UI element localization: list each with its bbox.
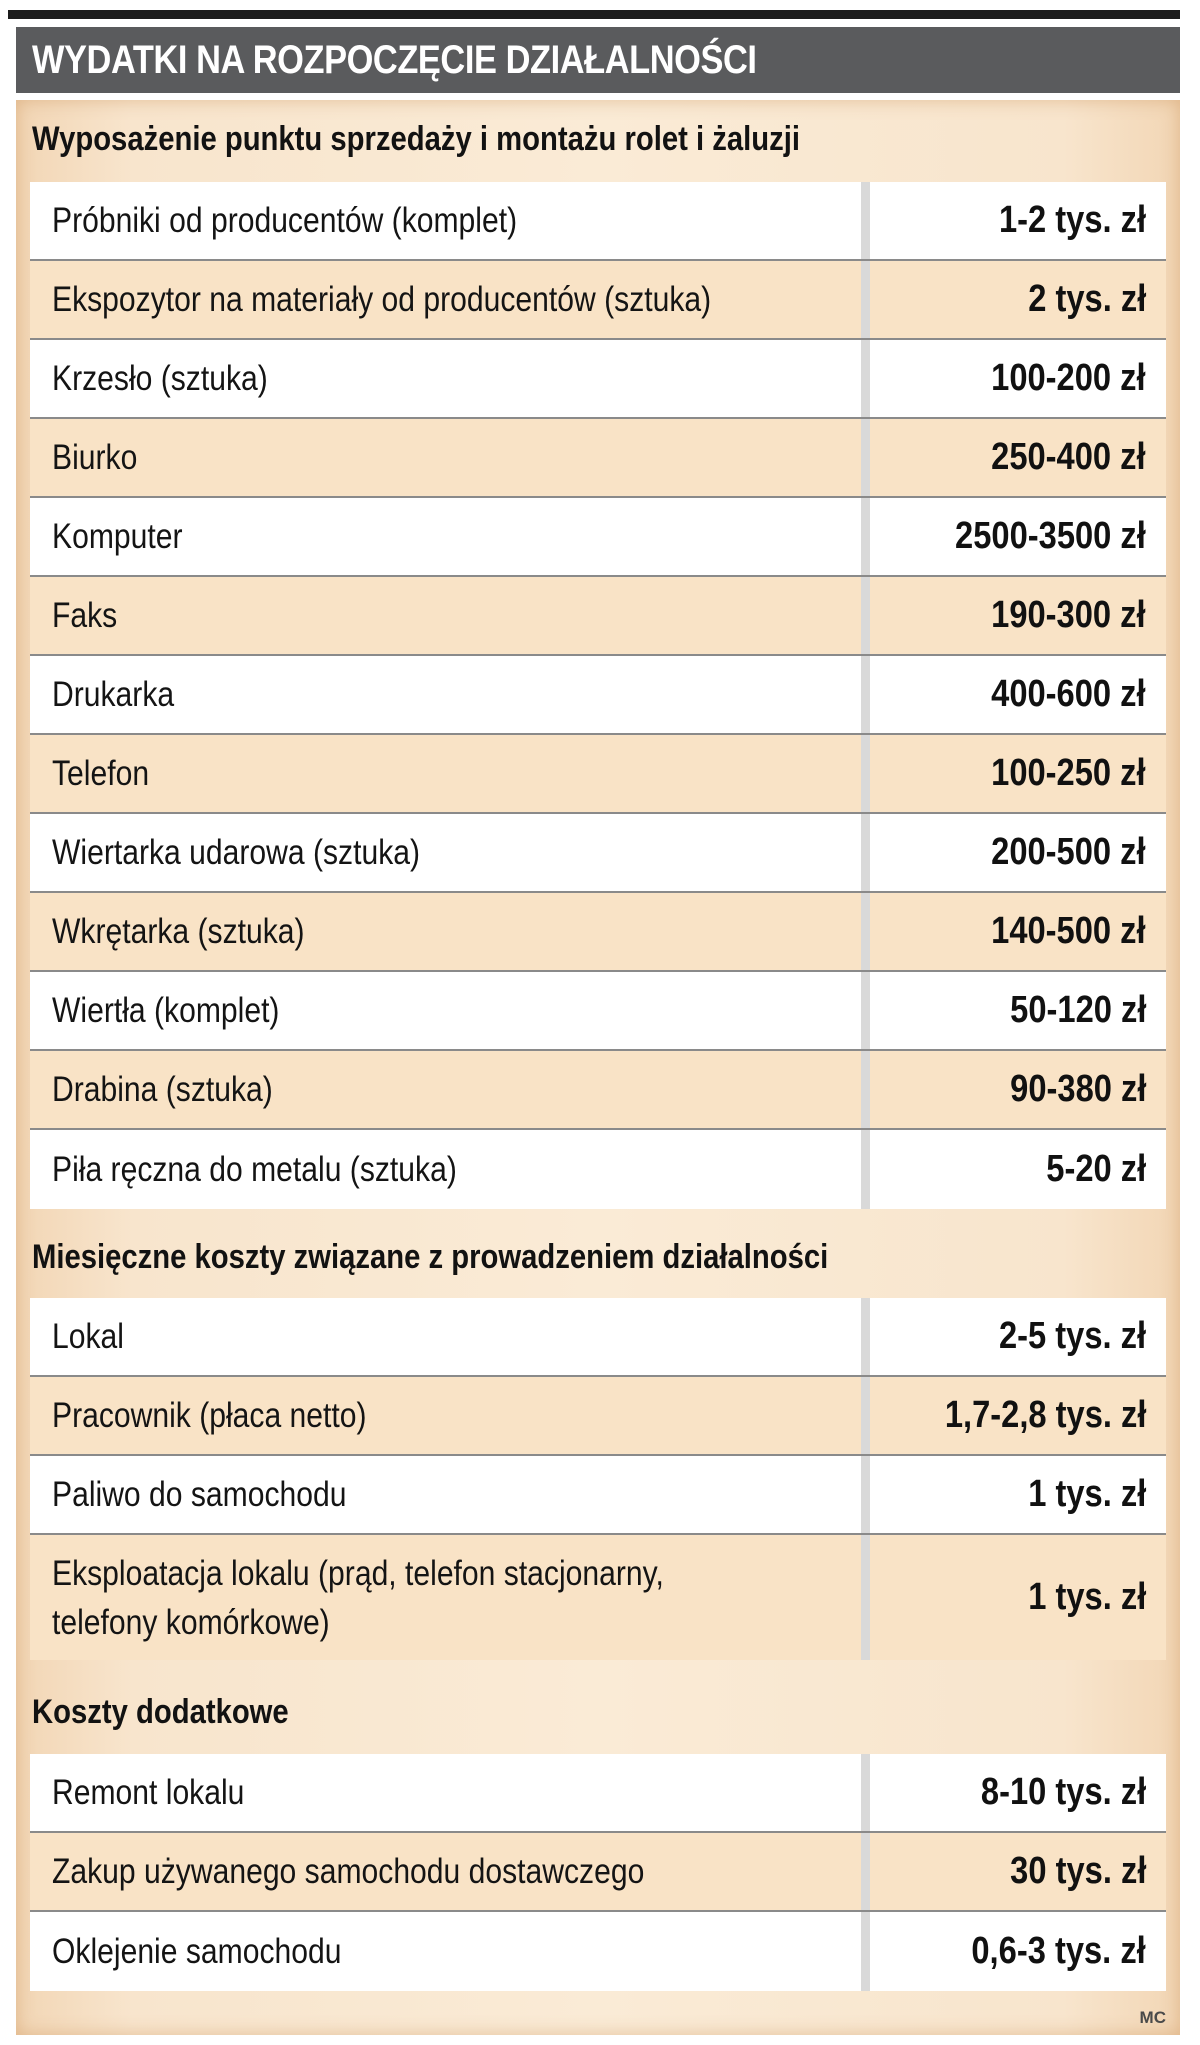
table-row	[30, 814, 1166, 893]
table-row	[30, 261, 1166, 340]
row-label: Telefon	[52, 754, 150, 793]
row-label: Próbniki od producentów (komplet)	[52, 201, 518, 240]
row-label: Oklejenie samochodu	[52, 1932, 342, 1971]
row-label: Eksploatacja lokalu (prąd, telefon stacjonarny, telefony komórkowe)	[52, 1553, 664, 1642]
section-heading-equipment: Wyposażenie punktu sprzedaży i montażu rolet i żaluzji	[32, 120, 800, 158]
row-label: Wiertła (komplet)	[52, 991, 280, 1030]
table-row	[30, 1130, 1166, 1209]
table-row	[30, 735, 1166, 814]
row-label: Lokal	[52, 1317, 124, 1356]
row-value: 5-20 zł	[1046, 1148, 1146, 1190]
top-rule	[8, 10, 1180, 19]
row-label: Krzesło (sztuka)	[52, 359, 268, 398]
row-value: 2-5 tys. zł	[998, 1315, 1146, 1357]
row-value: 1 tys. zł	[1027, 1473, 1146, 1515]
table-row	[30, 419, 1166, 498]
row-value: 0,6-3 tys. zł	[971, 1930, 1146, 1972]
row-label: Paliwo do samochodu	[52, 1475, 347, 1514]
row-value: 1 tys. zł	[1027, 1576, 1146, 1618]
row-value: 1,7-2,8 tys. zł	[944, 1394, 1146, 1436]
title-bar	[16, 27, 1180, 93]
table-row	[30, 577, 1166, 656]
table-row	[30, 1754, 1166, 1833]
table-row	[30, 182, 1166, 261]
page-title: WYDATKI NA ROZPOCZĘCIE DZIAŁALNOŚCI	[32, 37, 757, 82]
row-value: 8-10 tys. zł	[980, 1771, 1146, 1813]
table-row	[30, 972, 1166, 1051]
monthly-costs-table	[30, 1298, 1166, 1660]
row-value: 140-500 zł	[991, 910, 1146, 952]
row-value: 2 tys. zł	[1027, 278, 1146, 320]
author-credit: MC	[1139, 2008, 1166, 2027]
row-value: 50-120 zł	[1009, 989, 1146, 1031]
row-label: Drabina (sztuka)	[52, 1070, 273, 1109]
row-value: 250-400 zł	[991, 436, 1146, 478]
table-row	[30, 1377, 1166, 1456]
table-row	[30, 1912, 1166, 1991]
row-label: Pracownik (płaca netto)	[52, 1396, 367, 1435]
table-row	[30, 1051, 1166, 1130]
row-label: Wkrętarka (sztuka)	[52, 912, 305, 951]
row-value: 100-250 zł	[991, 752, 1146, 794]
equipment-table	[30, 182, 1166, 1209]
row-value: 200-500 zł	[991, 831, 1146, 873]
table-row	[30, 893, 1166, 972]
table-row	[30, 1833, 1166, 1912]
table-row	[30, 656, 1166, 735]
row-label: Remont lokalu	[52, 1773, 245, 1812]
row-label: Piła ręczna do metalu (sztuka)	[52, 1150, 457, 1189]
table-row	[30, 1535, 1166, 1660]
row-label: Biurko	[52, 438, 138, 477]
row-label: Drukarka	[52, 675, 175, 714]
row-value: 400-600 zł	[991, 673, 1146, 715]
table-row	[30, 498, 1166, 577]
row-value: 100-200 zł	[991, 357, 1146, 399]
row-label: Wiertarka udarowa (sztuka)	[52, 833, 421, 872]
table-row	[30, 1456, 1166, 1535]
section-heading-additional-costs: Koszty dodatkowe	[32, 1693, 289, 1731]
section-heading-monthly-costs: Miesięczne koszty związane z prowadzeniem działalności	[32, 1238, 829, 1276]
table-row	[30, 340, 1166, 419]
row-label: Ekspozytor na materiały od producentów (sztuka)	[52, 280, 712, 319]
row-value: 1-2 tys. zł	[998, 199, 1146, 241]
row-value: 30 tys. zł	[1009, 1850, 1146, 1892]
row-value: 190-300 zł	[991, 594, 1146, 636]
row-value: 90-380 zł	[1009, 1068, 1146, 1110]
table-row	[30, 1298, 1166, 1377]
row-value: 2500-3500 zł	[955, 515, 1146, 557]
row-label: Komputer	[52, 517, 183, 556]
additional-costs-table	[30, 1754, 1166, 1991]
row-label: Faks	[52, 596, 118, 635]
row-label: Zakup używanego samochodu dostawczego	[52, 1852, 645, 1891]
